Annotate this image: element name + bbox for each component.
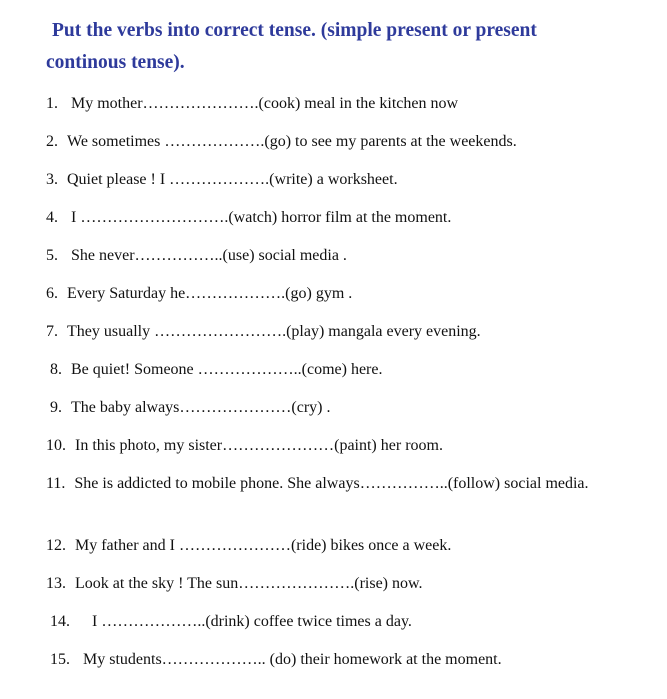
exercise-number: 3. <box>46 171 58 188</box>
exercise-text: I ……………………….(watch) horror film at the moment. <box>71 209 452 226</box>
exercise-text: She never……………..(use) social media . <box>71 247 347 264</box>
exercise-text: I ………………..(drink) coffee twice times a day. <box>92 613 412 630</box>
title-line-1: Put the verbs into correct tense. (simple present or present <box>52 20 537 41</box>
exercise-text: Be quiet! Someone ………………..(come) here. <box>71 361 383 378</box>
exercise-item-11 <box>46 472 646 496</box>
exercise-item-13 <box>46 572 646 596</box>
exercise-item-3 <box>46 168 646 192</box>
exercise-item-7 <box>46 320 646 344</box>
exercise-number: 12. <box>46 537 66 554</box>
exercise-item-10 <box>46 434 646 458</box>
worksheet-title <box>46 15 646 79</box>
exercise-number: 6. <box>46 285 58 302</box>
exercise-text: We sometimes ……………….(go) to see my parents at the weekends. <box>67 133 517 150</box>
exercise-item-14 <box>50 610 650 634</box>
exercise-text: In this photo, my sister…………………(paint) her room. <box>75 437 443 454</box>
exercise-number: 8. <box>50 361 62 378</box>
exercise-text: My father and I …………………(ride) bikes once a week. <box>75 537 452 554</box>
exercise-number: 2. <box>46 133 58 150</box>
exercise-text: Every Saturday he……………….(go) gym . <box>67 285 353 302</box>
exercise-text: She is addicted to mobile phone. She always……………..(follow) social media. <box>74 475 589 492</box>
exercise-text: My mother………………….(cook) meal in the kitchen now <box>71 95 459 112</box>
exercise-text: My students……………….. (do) their homework at the moment. <box>83 651 502 668</box>
exercise-number: 15. <box>50 651 70 668</box>
exercise-item-5 <box>46 244 646 268</box>
title-line-2: continous tense). <box>46 52 185 73</box>
exercise-item-8 <box>50 358 650 382</box>
exercise-text: The baby always…………………(cry) . <box>71 399 331 416</box>
exercise-number: 4. <box>46 209 58 226</box>
exercise-number: 1. <box>46 95 58 112</box>
exercise-item-1 <box>46 92 646 116</box>
exercise-item-9 <box>50 396 650 420</box>
exercise-item-4 <box>46 206 646 230</box>
exercise-number: 10. <box>46 437 66 454</box>
exercise-number: 14. <box>50 613 70 630</box>
exercise-text: Quiet please ! I ……………….(write) a worksheet. <box>67 171 398 188</box>
exercise-number: 13. <box>46 575 66 592</box>
exercise-text: Look at the sky ! The sun………………….(rise) now. <box>75 575 423 592</box>
exercise-text: They usually …………………….(play) mangala every evening. <box>67 323 481 340</box>
exercise-item-2 <box>46 130 646 154</box>
exercise-number: 11. <box>46 475 66 492</box>
exercise-number: 9. <box>50 399 62 416</box>
exercise-item-6 <box>46 282 646 306</box>
exercise-item-12 <box>46 534 646 558</box>
exercise-number: 7. <box>46 323 58 340</box>
exercise-number: 5. <box>46 247 58 264</box>
exercise-item-15 <box>50 648 650 672</box>
